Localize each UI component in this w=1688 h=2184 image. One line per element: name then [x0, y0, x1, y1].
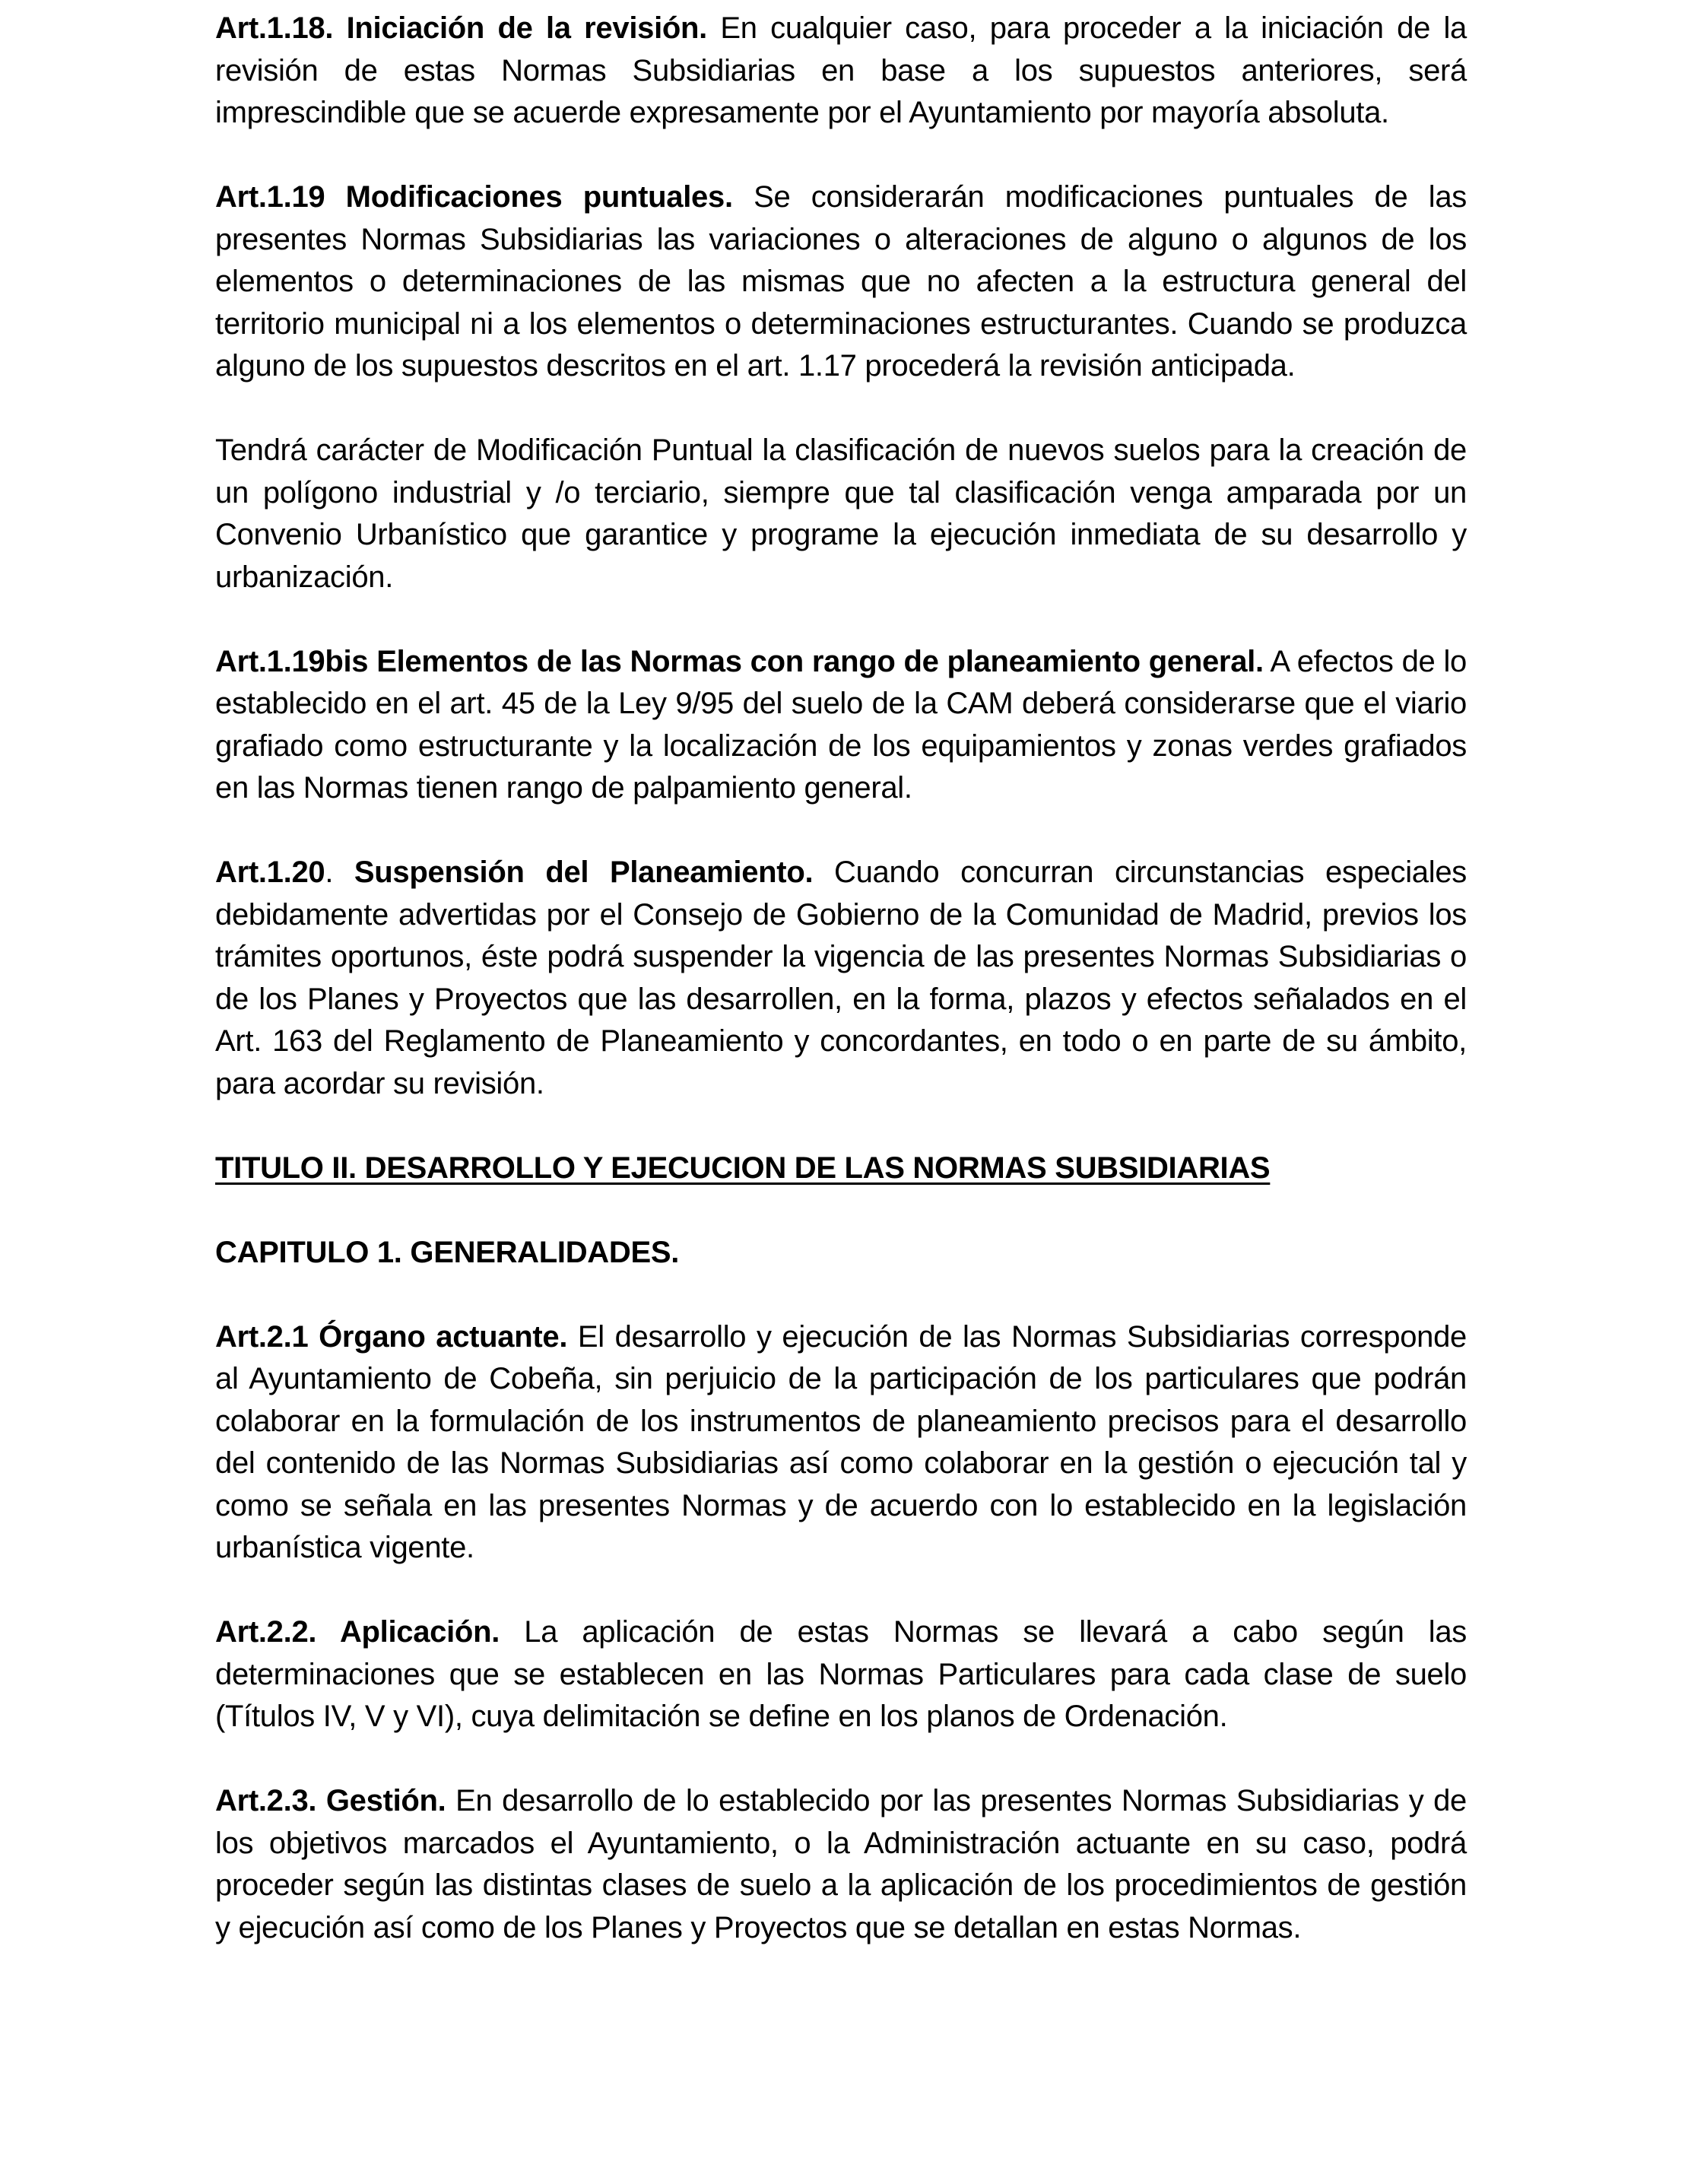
article-body: En cualquier caso, para proceder a la iniciación de la revisión de estas Normas Subsidiarias en base a los supuestos anteriores, será imprescindible que se acuerde expresamente por el Ayuntamiento por mayoría absoluta. — [215, 11, 1467, 129]
document-page — [215, 8, 1467, 1992]
article-heading: Suspensión del Planeamiento. — [354, 856, 814, 889]
article-heading: Art.2.3. Gestión. — [215, 1784, 446, 1817]
paragraph-art-2-3 — [215, 1780, 1467, 1949]
article-heading: Art.1.19 Modificaciones puntuales. — [215, 180, 733, 214]
article-number: Art.1.20 — [215, 856, 325, 889]
article-body: A efectos de lo establecido en el art. 45 de la Ley 9/95 del suelo de la CAM deberá considerarse que el viario grafiado como estructurante y la localización de los equipamientos y zonas verdes grafiados en las Normas tienen rango de palpamiento general. — [215, 644, 1467, 805]
article-heading: Art.2.1 Órgano actuante. — [215, 1319, 568, 1354]
paragraph-art-2-1 — [215, 1316, 1467, 1570]
article-heading: Art.2.2. Aplicación. — [215, 1615, 500, 1649]
paragraph-art-1-19bis — [215, 641, 1467, 810]
article-heading: Art.1.19bis Elementos de las Normas con rango de planeamiento general. — [215, 644, 1264, 678]
article-heading: Art.1.18. Iniciación de la revisión. — [215, 11, 707, 45]
article-body: En desarrollo de lo establecido por las presentes Normas Subsidiarias y de los objetivos marcados el Ayuntamiento, o la Administración actuante en su caso, podrá proceder según las distintas clases de suelo a la aplicación de los procedimientos de gestión y ejecución así como de los Planes y Proyectos que se detallan en estas Normas. — [215, 1784, 1467, 1944]
paragraph-art-1-20 — [215, 852, 1467, 1105]
article-separator: . — [325, 856, 354, 889]
article-body: La aplicación de estas Normas se llevará a cabo según las determinaciones que se establecen en las Normas Particulares para cada clase de suelo (Títulos IV, V y VI), cuya delimitación se define en los planos de Ordenación. — [215, 1615, 1467, 1733]
article-body: Tendrá carácter de Modificación Puntual la clasificación de nuevos suelos para la creación de un polígono industrial y /o terciario, siempre que tal clasificación venga amparada por un Convenio Urbanístico que garantice y programe la ejecución inmediata de su desarrollo y urbanización. — [215, 433, 1467, 594]
titulo-heading: TITULO II. DESARROLLO Y EJECUCION DE LAS NORMAS SUBSIDIARIAS — [215, 1151, 1271, 1185]
paragraph-art-2-2 — [215, 1611, 1467, 1738]
paragraph-art-1-18 — [215, 8, 1467, 135]
article-body: Cuando concurran circunstancias especiales debidamente advertidas por el Consejo de Gobierno de la Comunidad de Madrid, previos los trámites oportunos, éste podrá suspender la vigencia de las presentes Normas Subsidiarias o de los Planes y Proyectos que las desarrollen, en la forma, plazos y efectos señalados en el Art. 163 del Reglamento de Planeamiento y concordantes, en todo o en parte de su ámbito, para acordar su revisión. — [215, 856, 1467, 1100]
paragraph-art-1-19-continued — [215, 430, 1467, 598]
paragraph-art-1-19 — [215, 176, 1467, 388]
article-body: Se considerarán modificaciones puntuales de las presentes Normas Subsidiarias las variaciones o alteraciones de alguno o algunos de los elementos o determinaciones de las mismas que no afecten a la estructura general del territorio municipal ni a los elementos o determinaciones estructurantes. Cuando se produzca alguno de los supuestos descritos en el art. 1.17 procederá la revisión anticipada. — [215, 180, 1467, 383]
capitulo-heading: CAPITULO 1. GENERALIDADES. — [215, 1235, 680, 1269]
article-body: El desarrollo y ejecución de las Normas Subsidiarias corresponde al Ayuntamiento de Cobeña, sin perjuicio de la participación de los particulares que podrán colaborar en la formulación de los instrumentos de planeamiento precisos para el desarrollo del contenido de las Normas Subsidiarias así como colaborar en la gestión o ejecución tal y como se señala en las presentes Normas y de acuerdo con lo establecido en la legislación urbanística vigente. — [215, 1319, 1467, 1564]
